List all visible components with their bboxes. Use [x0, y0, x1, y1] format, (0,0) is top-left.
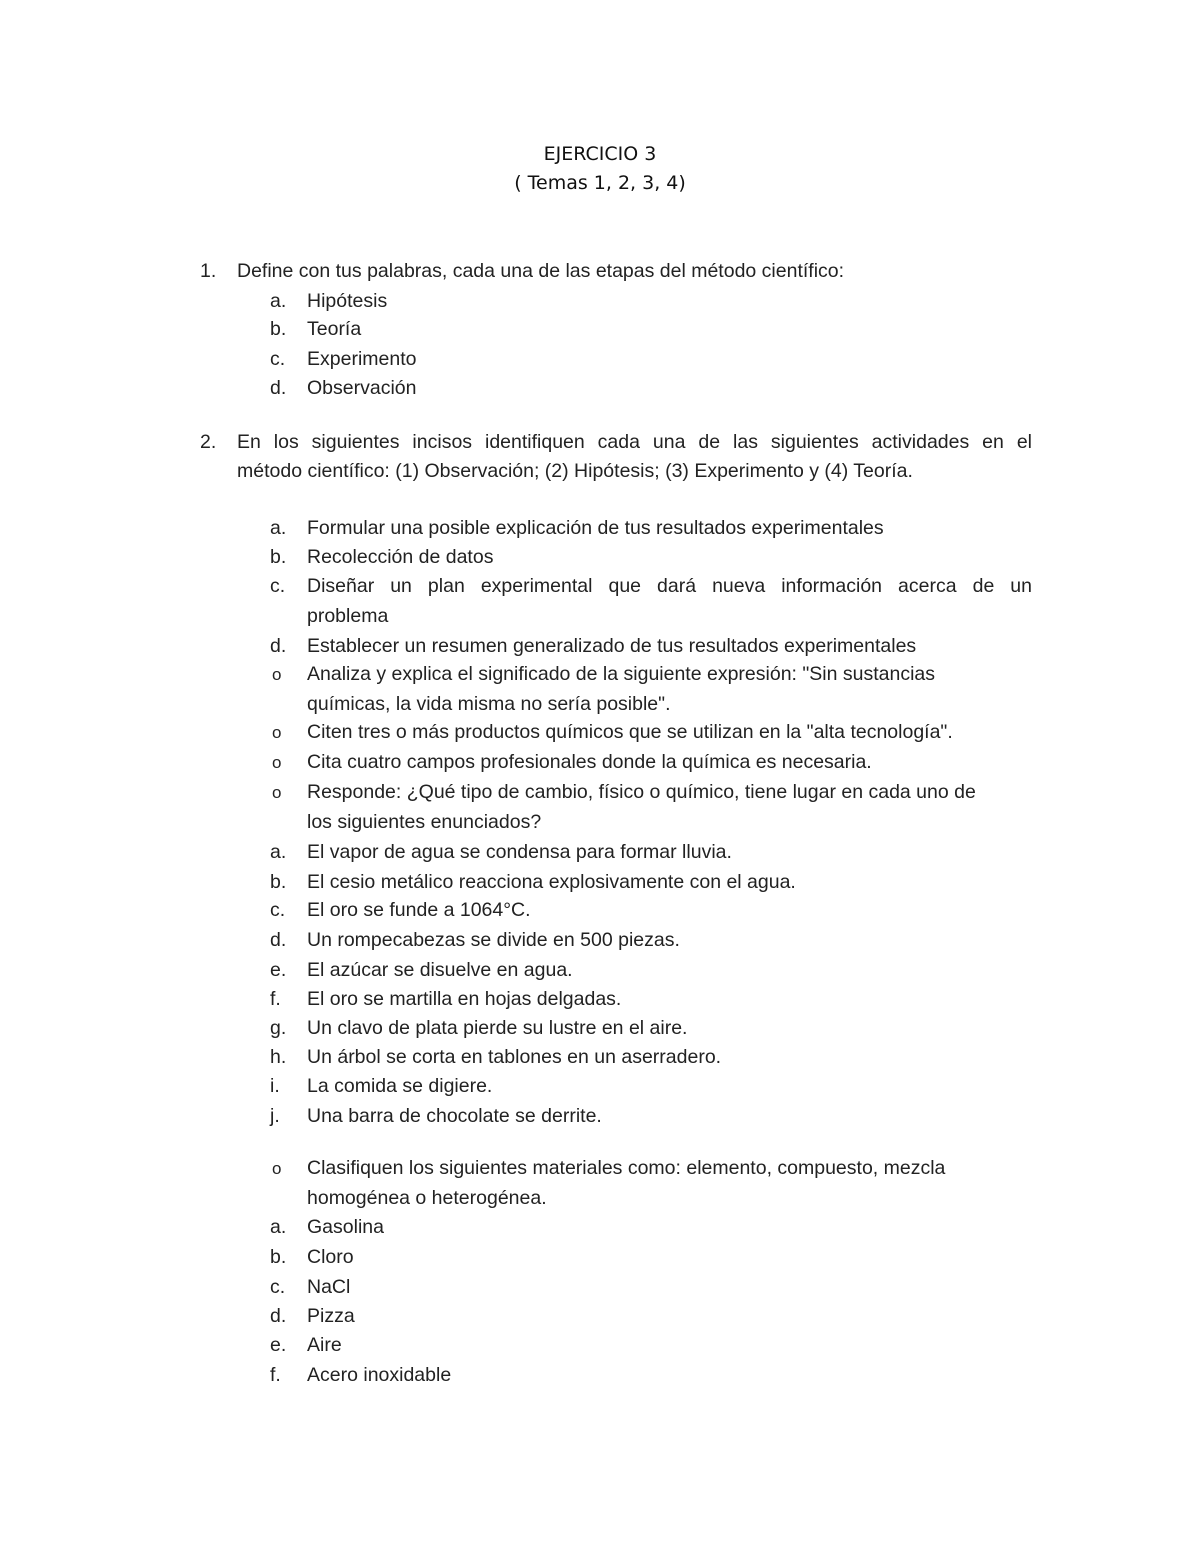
list-item-marker: e. [270, 959, 287, 981]
page-title: EJERCICIO 3 [543, 143, 657, 165]
bullet-item-continuation: los siguientes enunciados? [307, 811, 542, 833]
list-item: Un clavo de plata pierde su lustre en el aire. [307, 1017, 688, 1039]
question-1-number: 1. [200, 260, 217, 282]
list-item: Un rompecabezas se divide en 500 piezas. [307, 929, 680, 951]
list-item: Una barra de chocolate se derrite. [307, 1105, 602, 1127]
list-item-marker: a. [270, 517, 287, 539]
list-item: El oro se martilla en hojas delgadas. [307, 988, 622, 1010]
list-item-marker: c. [270, 1276, 286, 1298]
list-item-marker: f. [270, 1364, 281, 1386]
question-1-text: Define con tus palabras, cada una de las etapas del método científico: [237, 260, 845, 282]
list-item: Establecer un resumen generalizado de tus resultados experimentales [307, 635, 917, 657]
bullet-marker: o [272, 665, 282, 684]
bullet-item: Clasifiquen los siguientes materiales como: elemento, compuesto, mezcla [307, 1157, 946, 1179]
list-item-marker: j. [270, 1105, 280, 1127]
list-item-marker: d. [270, 929, 287, 951]
list-item: Pizza [307, 1305, 355, 1327]
list-item: Hipótesis [307, 290, 388, 312]
bullet-item: Cita cuatro campos profesionales donde la química es necesaria. [307, 751, 872, 773]
list-item-marker: a. [270, 290, 287, 312]
list-item-marker: a. [270, 1216, 287, 1238]
list-item: Acero inoxidable [307, 1364, 452, 1386]
list-item: Aire [307, 1334, 342, 1356]
list-item: Un árbol se corta en tablones en un aserradero. [307, 1046, 722, 1068]
list-item-marker: c. [270, 899, 286, 921]
bullet-marker: o [272, 1159, 282, 1178]
list-item-marker: c. [270, 575, 286, 597]
list-item-marker: h. [270, 1046, 287, 1068]
list-item: Gasolina [307, 1216, 384, 1238]
list-item: Recolección de datos [307, 546, 494, 568]
bullet-marker: o [272, 783, 282, 802]
list-item-marker: e. [270, 1334, 287, 1356]
bullet-item: Citen tres o más productos químicos que se utilizan en la "alta tecnología". [307, 721, 953, 743]
bullet-item: Responde: ¿Qué tipo de cambio, físico o químico, tiene lugar en cada uno de [307, 781, 976, 803]
bullet-marker: o [272, 753, 282, 772]
list-item-marker: b. [270, 871, 287, 893]
list-item-marker: g. [270, 1017, 287, 1039]
bullet-item-continuation: homogénea o heterogénea. [307, 1187, 547, 1209]
list-item: NaCl [307, 1276, 351, 1298]
list-item-marker: d. [270, 1305, 287, 1327]
list-item-marker: a. [270, 841, 287, 863]
page-subtitle: ( Temas 1, 2, 3, 4) [514, 172, 686, 194]
list-item-marker: b. [270, 1246, 287, 1268]
list-item-marker: b. [270, 546, 287, 568]
list-item: Diseñar un plan experimental que dará nueva información acerca de un [307, 575, 1032, 597]
list-item: Cloro [307, 1246, 354, 1268]
question-2-number: 2. [200, 431, 217, 453]
list-item-marker: d. [270, 635, 287, 657]
list-item: Teoría [307, 318, 362, 340]
list-item-marker: i. [270, 1075, 280, 1097]
bullet-item-continuation: químicas, la vida misma no sería posible". [307, 693, 671, 715]
list-item-marker: b. [270, 318, 287, 340]
list-item-continuation: problema [307, 605, 389, 627]
list-item: Experimento [307, 348, 417, 370]
list-item: El azúcar se disuelve en agua. [307, 959, 573, 981]
list-item: Formular una posible explicación de tus resultados experimentales [307, 517, 884, 539]
list-item-marker: c. [270, 348, 286, 370]
list-item-marker: f. [270, 988, 281, 1010]
question-2-text-line1: En los siguientes incisos identifiquen cada una de las siguientes actividades en el [237, 431, 1032, 453]
list-item: El cesio metálico reacciona explosivamente con el agua. [307, 871, 796, 893]
bullet-item: Analiza y explica el significado de la siguiente expresión: "Sin sustancias [307, 663, 936, 685]
list-item: El vapor de agua se condensa para formar lluvia. [307, 841, 732, 863]
list-item: Observación [307, 377, 417, 399]
question-2-text-line2: método científico: (1) Observación; (2) Hipótesis; (3) Experimento y (4) Teoría. [237, 460, 913, 482]
list-item-marker: d. [270, 377, 287, 399]
list-item: La comida se digiere. [307, 1075, 493, 1097]
bullet-marker: o [272, 723, 282, 742]
list-item: El oro se funde a 1064°C. [307, 899, 531, 921]
